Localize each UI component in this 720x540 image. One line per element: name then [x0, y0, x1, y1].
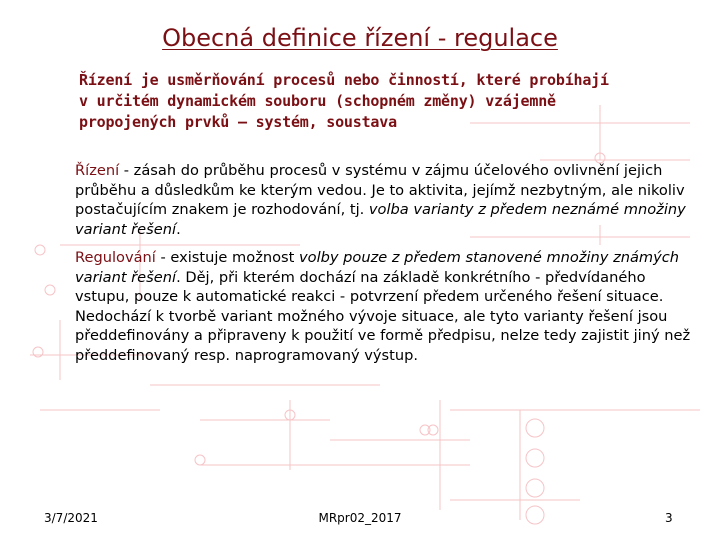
- slide-title: Obecná definice řízení - regulace: [162, 24, 558, 52]
- intro-line: Řízení je usměrňování procesů nebo činností, které probíhají: [79, 71, 609, 89]
- intro-line: propojených prvků – systém, soustava: [79, 113, 397, 131]
- definition-italic: volby pouze z předem stanovené množiny známých variant řešení: [75, 249, 680, 286]
- definition-rizeni: [75, 161, 700, 239]
- footer-date: 3/7/2021: [44, 511, 98, 525]
- definition-text: - zásah do průběhu procesů v systému v zájmu účelového ovlivnění jejich průběhu a důsledkům ke kterým vedou. Je to aktivita, jejímž nezbytným, ale nikoliv postačujícím znakem je rozhodování, tj.: [75, 162, 685, 219]
- term-rizeni: Řízení: [75, 162, 120, 179]
- page-number: 3: [665, 511, 673, 525]
- definition-end: .: [176, 220, 181, 238]
- definition-text: - existuje možnost: [155, 249, 299, 266]
- intro-line: v určitém dynamickém souboru (schopném změny) vzájemně: [79, 92, 556, 110]
- intro-definition: [79, 70, 679, 133]
- footer-center-label: MRpr02_2017: [318, 511, 402, 525]
- definition-rest: . Děj, při kterém dochází na základě konkrétního - předvídaného vstupu, pouze k automatické reakci - potvrzení předem určeného řešení situace. Nedochází k tvorbě variant možného vývoje situace, ale tyto varianty řešení jsou předdefinovány a připraveny k použití ve formě předpisu, nelze tedy zajistit jiný než předdefinovaný resp. naprogramovaný výstup.: [75, 268, 691, 364]
- definition-regulovani: [75, 248, 700, 366]
- term-regulovani: Regulování: [75, 249, 156, 266]
- definition-italic: volba varianty z předem neznámé množiny variant řešení: [75, 201, 686, 238]
